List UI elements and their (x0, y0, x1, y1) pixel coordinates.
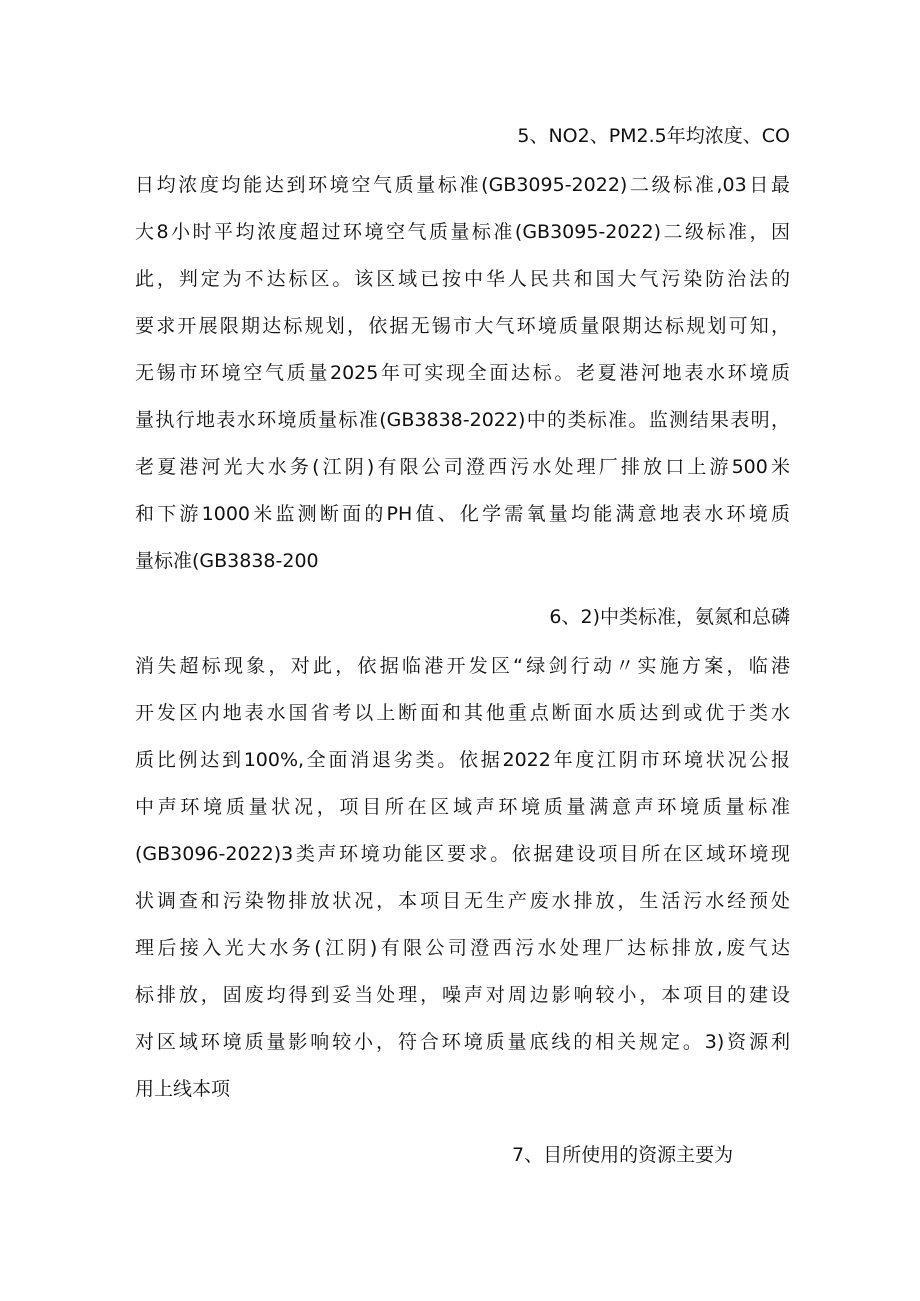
paragraph-6-line: 开发区内地表水国省考以上断面和其他重点断面水质达到或优于类水 (135, 702, 790, 724)
paragraph-5-heading: 5、NO2、PM2.5年均浓度、CO (517, 125, 790, 147)
paragraph-6-line: 状调查和污染物排放状况，本项目无生产废水排放，生活污水经预处 (135, 890, 790, 912)
paragraph-6-line: 标排放，固废均得到妥当处理，噪声对周边影响较小，本项目的建设 (135, 984, 790, 1006)
paragraph-5-line: 日均浓度均能达到环境空气质量标准(GB3095-2022)二级标准,03日最 (135, 174, 790, 196)
paragraph-5-line: 此，判定为不达标区。该区域已按中华人民共和国大气污染防治法的 (135, 268, 790, 290)
paragraph-6-line: 中声环境质量状况，项目所在区域声环境质量满意声环境质量标准 (135, 796, 790, 818)
paragraph-6-line: 理后接入光大水务(江阴)有限公司澄西污水处理厂达标排放,废气达 (135, 937, 790, 959)
paragraph-5-line: 和下游1000米监测断面的PH值、化学需氧量均能满意地表水环境质 (135, 503, 790, 525)
paragraph-5-line: 无锡市环境空气质量2025年可实现全面达标。老夏港河地表水环境质 (135, 362, 790, 384)
paragraph-6-line: 用上线本项 (135, 1078, 231, 1100)
paragraph-5-line: 量执行地表水环境质量标准(GB3838-2022)中的类标准。监测结果表明， (135, 409, 790, 431)
paragraph-6-heading: 6、2)中类标准，氨氮和总磷 (549, 606, 790, 628)
paragraph-5-line: 要求开展限期达标规划，依据无锡市大气环境质量限期达标规划可知， (135, 315, 790, 337)
paragraph-7-heading: 7、目所使用的资源主要为 (512, 1144, 734, 1166)
paragraph-5-line: 量标准(GB3838-200 (135, 550, 319, 572)
paragraph-6-line: 质比例达到100%,全面消退劣类。依据2022年度江阴市环境状况公报 (135, 749, 790, 771)
paragraph-5-line: 大8小时平均浓度超过环境空气质量标准(GB3095-2022)二级标准，因 (135, 221, 790, 243)
paragraph-6-line: (GB3096-2022)3类声环境功能区要求。依据建设项目所在区域环境现 (135, 843, 790, 865)
paragraph-6-line: 对区域环境质量影响较小，符合环境质量底线的相关规定。3)资源利 (135, 1031, 790, 1053)
paragraph-6-line: 消失超标现象，对此，依据临港开发区“绿剑行动〃实施方案，临港 (135, 655, 790, 677)
paragraph-5-line: 老夏港河光大水务(江阴)有限公司澄西污水处理厂排放口上游500米 (135, 456, 790, 478)
